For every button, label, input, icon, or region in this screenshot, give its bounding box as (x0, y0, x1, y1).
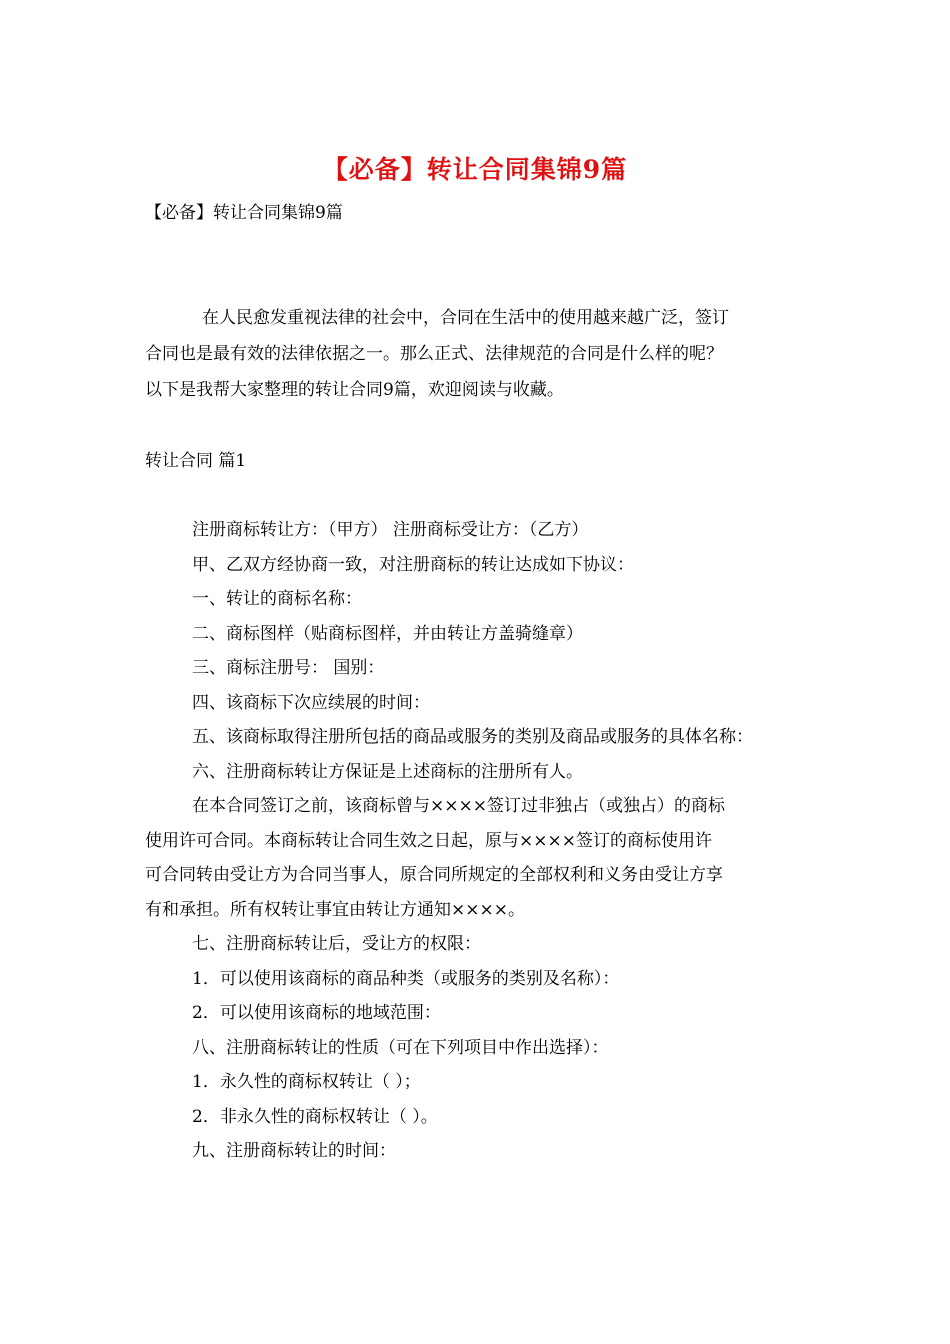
intro-line: 以下是我帮大家整理的转让合同9篇，欢迎阅读与收藏。 (145, 380, 564, 400)
contract-body (145, 513, 825, 1169)
body-line: 注册商标转让方：（甲方） 注册商标受让方：（乙方） (192, 520, 589, 540)
body-line: 1．可以使用该商标的商品种类（或服务的类别及名称）： (192, 968, 620, 989)
body-line: 七、注册商标转让后，受让方的权限： (192, 934, 481, 954)
body-line: 二、商标图样（贴商标图样，并由转让方盖骑缝章） (192, 623, 583, 644)
body-line: 2．非永久性的商标权转让（ ）。 (192, 1106, 438, 1127)
body-line: 在本合同签订之前，该商标曾与××××签订过非独占（或独占）的商标 (192, 796, 725, 816)
body-line: 九、注册商标转让的时间： (192, 1141, 396, 1161)
section-heading: 转让合同 篇1 (145, 451, 247, 471)
body-line: 四、该商标下次应续展的时间： (192, 692, 430, 713)
body-line: 1．永久性的商标权转让（ ）； (192, 1072, 421, 1092)
intro-line: 在人民愈发重视法律的社会中，合同在生活中的使用越来越广泛，签订 (202, 308, 729, 328)
document-subtitle: 【必备】转让合同集锦9篇 (145, 203, 343, 223)
document-title: 【必备】转让合同集锦9篇 (322, 155, 628, 184)
body-line: 一、转让的商标名称： (192, 589, 362, 609)
intro-line: 合同也是最有效的法律依据之一。那么正式、法律规范的合同是什么样的呢？ (145, 344, 723, 364)
body-line: 六、注册商标转让方保证是上述商标的注册所有人。 (192, 761, 583, 782)
body-line: 八、注册商标转让的性质（可在下列项目中作出选择）： (192, 1037, 609, 1058)
body-line: 2．可以使用该商标的地域范围： (192, 1003, 441, 1023)
body-line: 有和承担。所有权转让事宜由转让方通知××××。 (145, 899, 525, 920)
body-line: 甲、乙双方经协商一致，对注册商标的转让达成如下协议： (192, 554, 634, 575)
intro-paragraph (145, 300, 805, 408)
body-line: 五、该商标取得注册所包括的商品或服务的类别及商品或服务的具体名称： (192, 727, 753, 747)
body-line: 三、商标注册号： 国别： (192, 658, 385, 678)
body-line: 可合同转由受让方为合同当事人，原合同所规定的全部权利和义务由受让方享 (145, 865, 723, 885)
body-line: 使用许可合同。本商标转让合同生效之日起，原与××××签订的商标使用许 (145, 830, 712, 851)
